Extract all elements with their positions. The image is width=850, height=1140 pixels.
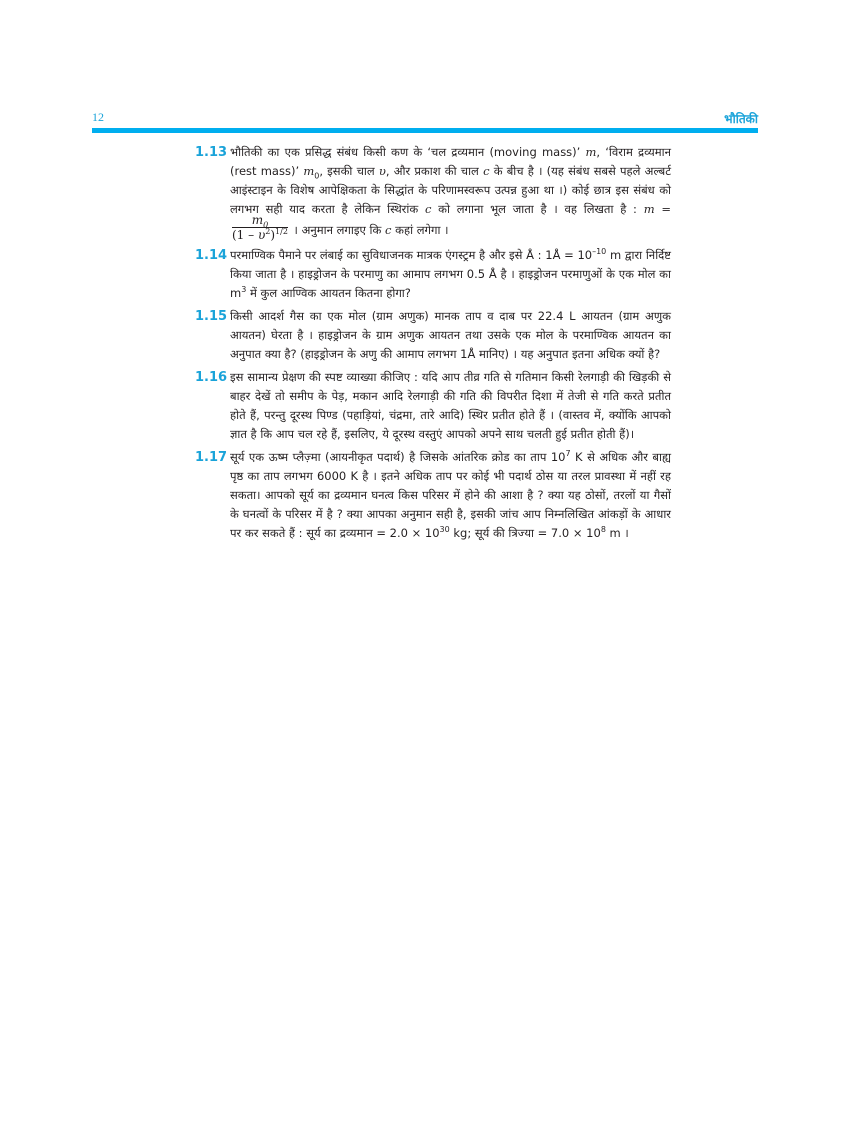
question-1-15: [195, 307, 671, 364]
subscript: 0: [263, 220, 269, 230]
subscript: 0: [314, 171, 320, 181]
denominator-v: υ: [257, 228, 266, 242]
denominator-part: ): [270, 228, 276, 242]
superscript: 2: [265, 227, 271, 236]
text-segment: । अनुमान लगाइए कि: [289, 223, 386, 237]
text-segment: के बीच है । (यह संबंध सबसे पहले अल्बर्ट आइंस्टाइन के विशेष आपेक्षिकता के सिद्धांत के परिणामस्वरूप उत्पन्न हुआ था ।) कोई छात्र इस संबंध को लगभग सही याद करता है लेकिन स्थिरांक: [230, 164, 671, 216]
symbol-m: m: [585, 145, 597, 159]
text-segment: भौतिकी का एक प्रसिद्ध संबंध किसी कण के ‘चल द्रव्यमान (moving mass)’: [230, 145, 586, 159]
text-segment: , इसकी चाल: [319, 164, 379, 178]
question-1-14: [195, 246, 671, 303]
text-segment: को लगाना भूल जाता है । वह लिखता है :: [431, 202, 644, 216]
superscript: 3: [241, 285, 247, 295]
text-segment: , और प्रकाश की चाल: [385, 164, 484, 178]
text-segment: kg; सूर्य की त्रिज्या = 7.0 × 10: [449, 526, 601, 540]
formula-fraction: [232, 213, 288, 242]
question-1-17: [195, 448, 671, 543]
question-number: 1.13: [195, 145, 228, 160]
superscript: 1/2: [275, 227, 288, 236]
exercise-list: [195, 143, 671, 547]
text-segment: m ।: [605, 526, 629, 540]
question-text: [230, 246, 671, 303]
superscript: 30: [439, 525, 450, 535]
question-number: 1.14: [195, 248, 228, 263]
question-text: [230, 143, 671, 242]
question-1-13: [195, 143, 671, 242]
question-number: 1.16: [195, 370, 228, 385]
question-number: 1.17: [195, 450, 228, 465]
text-segment: K से अधिक और बाह्य पृष्ठ का ताप लगभग 6000 K है । इतने अधिक ताप पर कोई भी पदार्थ ठोस या तरल प्रावस्था में नहीं रह सकता। आपको सूर्य का द्रव्यमान घनत्व किस परिसर में होने की आशा है ? क्या यह ठोसों, तरलों या गैसों के घनत्वों के परिसर में है ? क्या आपका अनुमान सही है, इसकी जांच आप निम्नलिखित आंकड़ों के आधार पर कर सकते हैं : सूर्य का द्रव्यमान = 2.0 × 10: [230, 450, 671, 540]
superscript: 8: [600, 525, 606, 535]
text-segment: परमाण्विक पैमाने पर लंबाई का सुविधाजनक मात्रक एंगस्ट्रम है और इसे Å : 1Å = 10: [230, 248, 593, 262]
numerator-m: m: [251, 213, 264, 227]
question-1-16: [195, 368, 671, 444]
text-segment: कहां लगेगा ।: [391, 223, 449, 237]
superscript: 7: [565, 449, 571, 459]
question-text: किसी आदर्श गैस का एक मोल (ग्राम अणुक) मानक ताप व दाब पर 22.4 L आयतन (ग्राम अणुक आयतन) घेरता है । हाइड्रोजन के ग्राम अणुक आयतन तथा उसके एक मोल के परमाण्विक आयतन का अनुपात क्या है? (हाइड्रोजन के अणु की आमाप लगभग 1Å मानिए) । यह अनुपात इतना अधिक क्यों है?: [230, 309, 671, 361]
text-segment: में कुल आण्विक आयतन कितना होगा?: [246, 286, 411, 300]
question-number: 1.15: [195, 309, 228, 324]
symbol-c: c: [385, 223, 392, 237]
page-number: 12: [92, 110, 104, 124]
superscript: –10: [592, 247, 607, 257]
formula-lhs: m =: [643, 202, 671, 216]
text-segment: सूर्य एक ऊष्म प्लैज़्मा (आयनीकृत पदार्थ) है जिसके आंतरिक क्रोड का ताप 10: [230, 450, 566, 464]
symbol-m0: m: [303, 164, 315, 178]
symbol-v: υ: [378, 164, 386, 178]
symbol-c: c: [483, 164, 490, 178]
header-rule: [92, 128, 758, 133]
question-text: [230, 448, 671, 543]
text-segment: , ‘विराम द्रव्यमान (rest mass)’: [230, 145, 671, 178]
running-title: भौतिकी: [724, 112, 758, 126]
question-text: इस सामान्य प्रेक्षण की स्पष्ट व्याख्या कीजिए : यदि आप तीव्र गति से गतिमान किसी रेलगाड़ी की खिड़की से बाहर देखें तो समीप के पेड़, मकान आदि रेलगाड़ी की गति की विपरीत दिशा में तेजी से गति करते प्रतीत होते हैं, परन्तु दूरस्थ पिण्ड (पहाड़ियां, चंद्रमा, तारे आदि) स्थिर प्रतीत होते हैं । (वास्तव में, क्योंकि आपको ज्ञात है कि आप चल रहे हैं, इसलिए, ये दूरस्थ वस्तुएं आपको अपने साथ चलती हुई प्रतीत होती हैं)।: [230, 370, 671, 441]
text-segment: m द्वारा निर्दिष्ट किया जाता है । हाइड्रोजन के परमाणु का आमाप लगभग 0.5 Å है । हाइड्रोजन परमाणुओं के एक मोल का m: [230, 248, 671, 300]
symbol-c: c: [424, 202, 432, 216]
formula-numerator: [232, 213, 288, 228]
formula-denominator: [232, 228, 288, 242]
denominator-part: (1 –: [232, 228, 258, 242]
